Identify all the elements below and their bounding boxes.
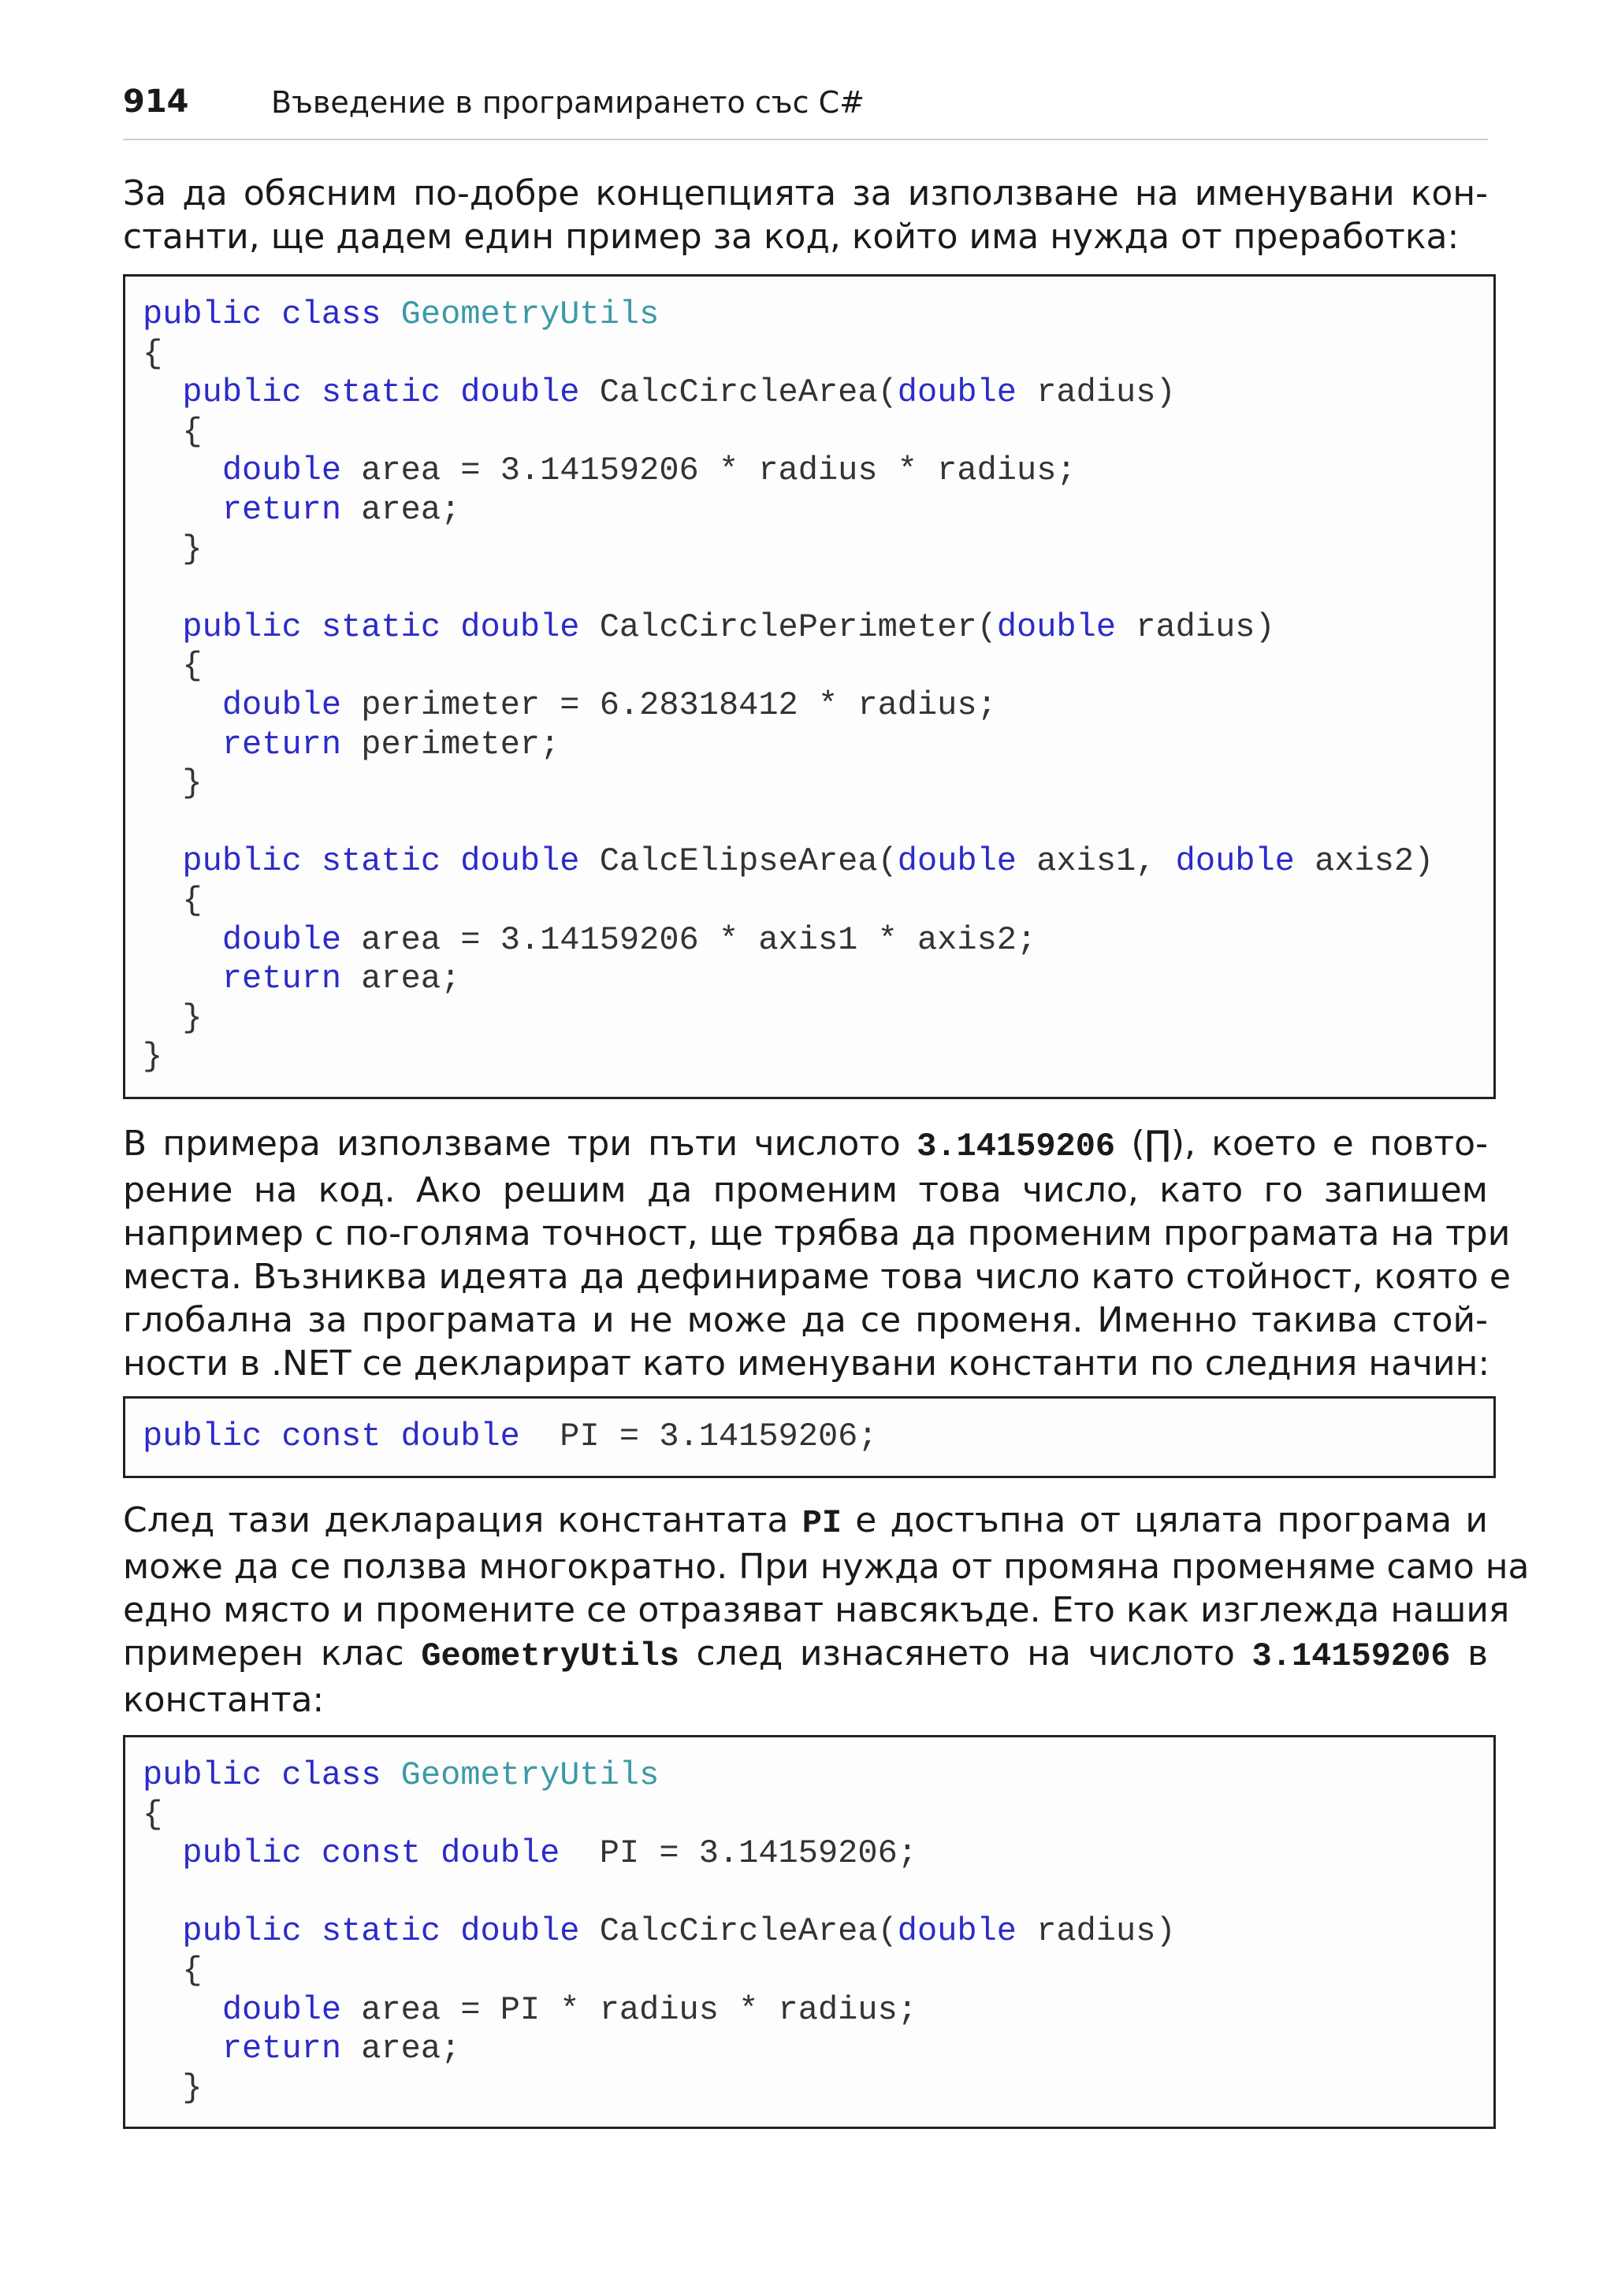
code-line: {: [143, 1795, 163, 1833]
code-line: public const double PI = 3.14159206;: [182, 1834, 917, 1873]
paragraph-line: константа:: [123, 1680, 325, 1720]
code-line: public static double CalcCirclePerimeter(double radius): [182, 607, 1275, 646]
code-line: return area;: [221, 960, 461, 998]
inline-code-class: GeometryUtils: [421, 1637, 679, 1675]
code-line: {: [143, 334, 163, 373]
code-line: double area = 3.14159206 * axis1 * axis2;: [221, 920, 1037, 959]
code-line: public static double CalcCircleArea(double radius): [182, 373, 1176, 412]
code-line: return area;: [221, 490, 461, 529]
code-line: {: [143, 881, 203, 920]
code-line: double perimeter = 6.28318412 * radius;: [221, 685, 997, 724]
code-block-const: [123, 1396, 1496, 1478]
code-line: }: [143, 2068, 203, 2107]
code-line: double area = 3.14159206 * radius * radius;: [221, 451, 1077, 490]
paragraph-line: станти, ще дадем един пример за код, който има нужда от преработка:: [123, 217, 1460, 257]
paragraph-line: За да обясним по-добре концепцията за използване на именувани кон-: [123, 173, 1488, 214]
inline-code-number: 3.14159206: [917, 1128, 1116, 1165]
paragraph-line: едно място и промените се отразяват навсякъде. Ето как изглежда нашия: [123, 1590, 1510, 1630]
code-line: }: [143, 998, 203, 1037]
paragraph-line: може да се ползва многократно. При нужда от промяна променяме само на: [123, 1547, 1530, 1587]
book-title: Въведение в програмирането със C#: [271, 85, 865, 120]
code-line: {: [143, 412, 203, 451]
code-listing: [125, 277, 1493, 1077]
paragraph-line: места. Възниква идеята да дефинираме това число като стойност, която е: [123, 1257, 1511, 1297]
paragraph-intro: [123, 172, 1488, 258]
code-line: public const double PI = 3.14159206;: [143, 1417, 878, 1455]
code-line: double area = PI * radius * radius;: [221, 1990, 917, 2029]
running-header: [123, 76, 1488, 140]
paragraph-line: примерен клас GeometryUtils след изнасянето на числото 3.14159206 в: [123, 1633, 1489, 1675]
paragraph-line: рение на код. Ако решим да променим това число, като го запишем: [123, 1170, 1488, 1210]
paragraph-explanation: [123, 1122, 1511, 1385]
paragraph-line: След тази декларация константата PI е достъпна от цялата програма и: [123, 1500, 1488, 1542]
paragraph-after-const: [123, 1499, 1530, 1722]
code-line: public static double CalcCircleArea(double radius): [182, 1912, 1176, 1951]
code-line: }: [143, 1038, 163, 1076]
code-line: }: [143, 529, 203, 568]
code-listing: [125, 1737, 1493, 2108]
code-line: {: [143, 647, 203, 685]
page-number: 914: [123, 84, 189, 120]
code-line: public static double CalcElipseArea(double axis1, double axis2): [182, 842, 1434, 881]
code-block-refactored: [123, 1735, 1496, 2129]
code-line: return area;: [221, 2030, 461, 2068]
code-line: public class GeometryUtils: [143, 295, 660, 333]
code-line: public class GeometryUtils: [143, 1756, 660, 1794]
code-block-original: [123, 274, 1496, 1099]
paragraph-line: глобална за програмата и не може да се променя. Именно такива стой-: [123, 1300, 1488, 1340]
inline-code-number: 3.14159206: [1251, 1637, 1451, 1675]
code-line: }: [143, 764, 203, 803]
code-line: return perimeter;: [221, 725, 560, 763]
code-line: {: [143, 1951, 203, 1989]
code-listing: [125, 1399, 1493, 1457]
paragraph-line: например с по-голяма точност, ще трябва да променим програмата на три: [123, 1213, 1511, 1254]
paragraph-line: В примера използваме три пъти числото 3.14159206 (∏), което е повто-: [123, 1124, 1488, 1165]
inline-code-pi: PI: [801, 1504, 842, 1542]
paragraph-line: ности в .NET се декларират като именувани константи по следния начин:: [123, 1343, 1490, 1384]
